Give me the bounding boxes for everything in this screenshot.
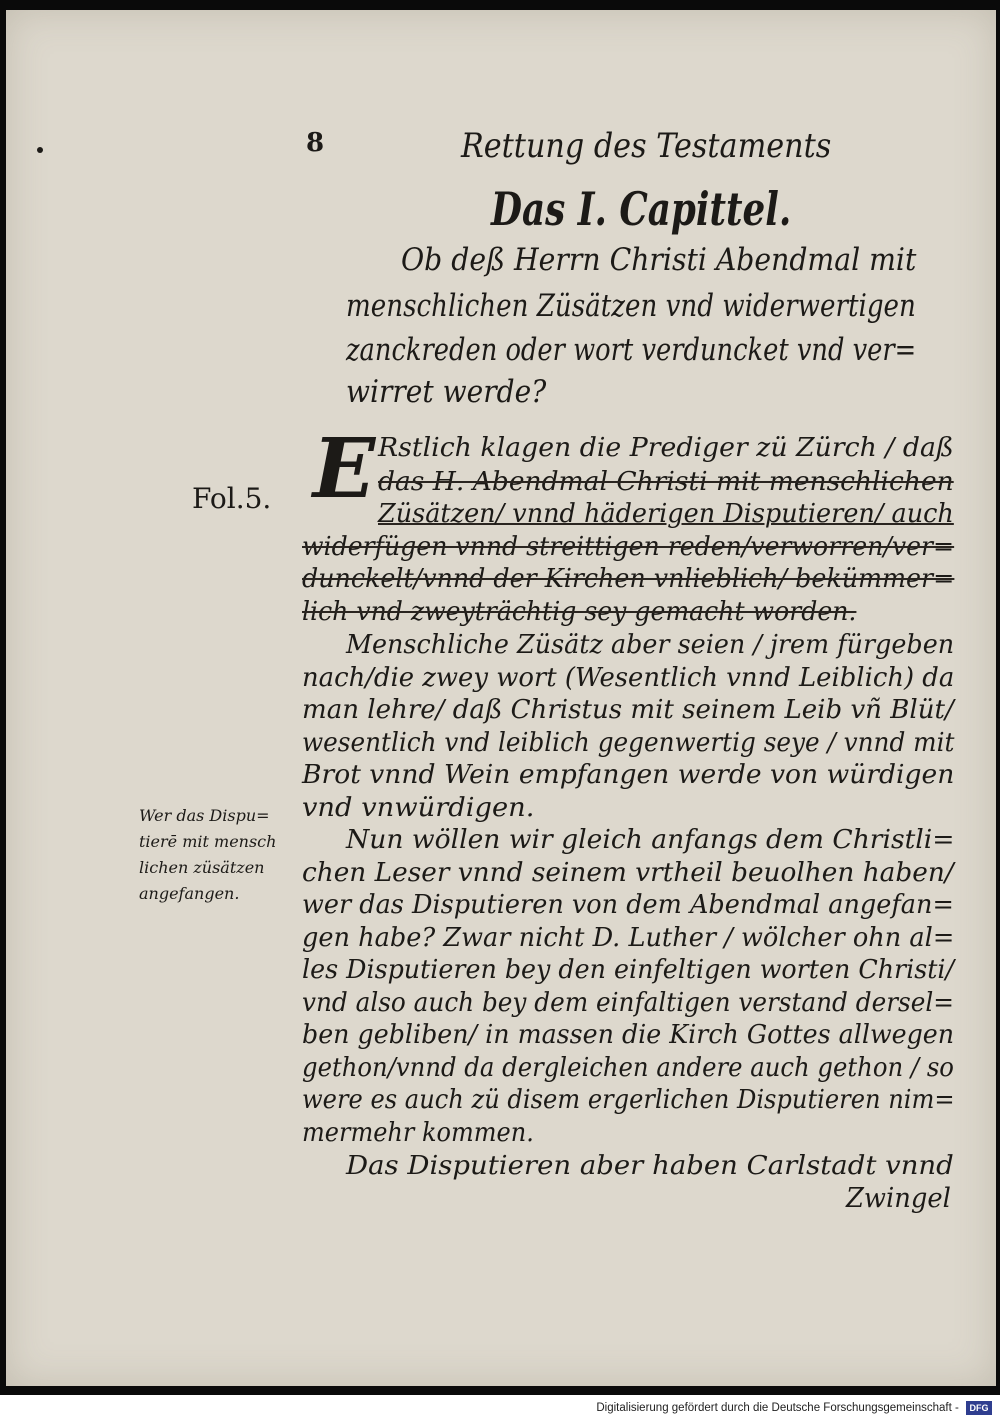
body-line: wer das Disputieren von dem Abendmal angefan= xyxy=(302,889,954,920)
drop-cap: E xyxy=(312,421,376,517)
body-line: vnd also auch bey dem einfaltigen verstand dersel= xyxy=(302,987,954,1018)
body-line: wesentlich vnd leiblich gegenwertig seye / vnnd mit xyxy=(302,727,955,758)
body-line: widerfügen vnnd streittigen reden/verworren/ver= xyxy=(302,531,955,562)
margin-folio-reference: Fol.5. xyxy=(192,482,272,515)
page-number: 8 xyxy=(306,128,325,158)
body-line: gethon/vnnd da dergleichen andere auch gethon / so xyxy=(302,1052,954,1083)
body-line: das H. Abendmal Christi mit menschlichen xyxy=(378,466,954,497)
body-line: dunckelt/vnnd der Kirchen vnlieblich/ bekümmer= xyxy=(302,563,955,594)
question-line: wirret werde? xyxy=(346,374,547,410)
body-line: man lehre/ daß Christus mit seinem Leib vñ Blüt/ xyxy=(302,694,954,725)
body-line: Das Disputieren aber haben Carlstadt vnnd xyxy=(346,1150,954,1181)
body-line: nach/die zwey wort (Wesentlich vnnd Leiblich) da xyxy=(302,662,955,693)
body-line: Brot vnnd Wein empfangen werde von würdigen xyxy=(302,759,955,790)
body-line: ben gebliben/ in massen die Kirch Gottes allwegen xyxy=(302,1019,955,1050)
body-line: chen Leser vnnd seinem vrtheil beuolhen haben/ xyxy=(302,857,954,888)
ink-dot xyxy=(37,147,43,153)
question-line: zanckreden oder wort verduncket vnd ver= xyxy=(346,332,917,368)
body-line: les Disputieren bey den einfeltigen worten Christi/ xyxy=(302,954,955,985)
body-line: gen habe? Zwar nicht D. Luther / wölcher ohn al= xyxy=(302,922,955,953)
margin-note-line: angefangen. xyxy=(139,884,240,903)
body-line: Züsätzen/ vnnd häderigen Disputieren/ auch xyxy=(378,498,954,529)
body-line: lich vnd zweyträchtig sey gemacht worden. xyxy=(302,596,857,627)
dfg-logo: DFG xyxy=(966,1401,992,1415)
body-line: mermehr kommen. xyxy=(302,1117,534,1148)
margin-note-line: Wer das Dispu= xyxy=(139,806,270,825)
question-line: menschlichen Züsätzen vnd widerwertigen xyxy=(346,288,916,324)
running-title: Rettung des Testaments xyxy=(461,126,832,166)
credit-text: Digitalisierung gefördert durch die Deutsche Forschungsgemeinschaft - xyxy=(596,1402,959,1414)
body-line: Menschliche Züsätz aber seien / jrem fürgeben xyxy=(346,629,955,660)
digitization-credit xyxy=(0,1402,992,1414)
body-line: vnd vnwürdigen. xyxy=(302,792,535,823)
book-page xyxy=(6,10,996,1386)
catchword: Zwingel xyxy=(846,1183,951,1214)
body-line: Rstlich klagen die Prediger zü Zürch / daß xyxy=(378,432,954,463)
body-line: Nun wöllen wir gleich anfangs dem Christli= xyxy=(346,824,955,855)
margin-note-line: tierē mit mensch xyxy=(139,832,277,851)
question-line: Ob deß Herrn Christi Abendmal mit xyxy=(401,242,917,278)
chapter-heading: Das I. Capittel. xyxy=(491,182,792,236)
margin-note-line: lichen züsätzen xyxy=(139,858,265,877)
body-line: were es auch zü disem ergerlichen Disputieren nim= xyxy=(302,1084,955,1115)
